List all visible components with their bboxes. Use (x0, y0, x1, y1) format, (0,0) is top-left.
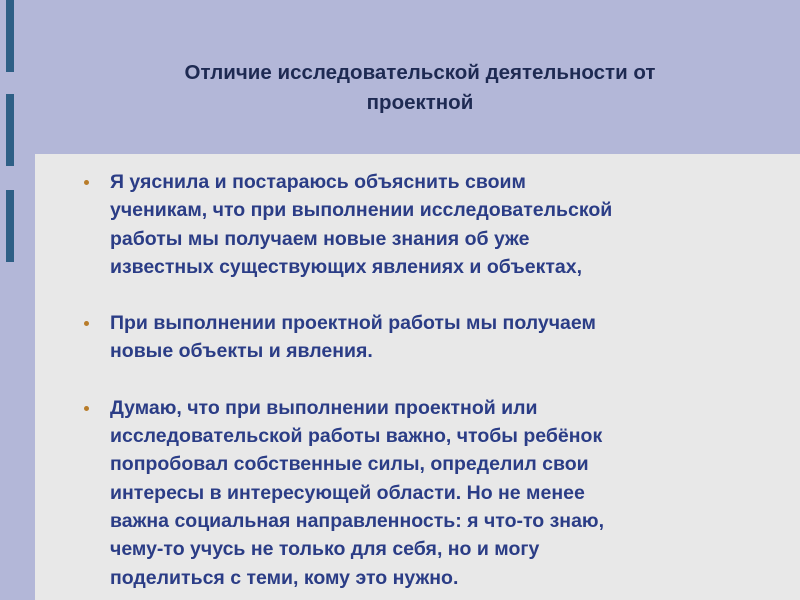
decorative-bar-3 (6, 190, 14, 262)
bullet-text-line: исследовательской работы важно, чтобы ребёнок (110, 425, 603, 448)
bullet-item (82, 309, 782, 366)
bullet-text-line: поделиться с теми, кому это нужно. (110, 566, 459, 589)
bullet-marker-icon (84, 406, 89, 411)
left-decorative-bars (0, 0, 16, 600)
decorative-bar-2 (6, 94, 14, 166)
bullet-text-line: Я уяснила и постараюсь объяснить своим (110, 171, 526, 193)
bullet-list (82, 168, 782, 592)
bullet-marker-icon (84, 180, 89, 185)
bullet-text-line: чему-то учусь не только для себя, но и могу (110, 538, 540, 561)
decorative-bar-1 (6, 0, 14, 72)
bullet-item (82, 168, 782, 281)
bullet-text-line: новые объекты и явления. (110, 340, 373, 363)
bullet-text-line: интересы в интересующей области. Но не менее (110, 481, 585, 504)
bullet-item (82, 394, 782, 592)
bullet-text-line: ученикам, что при выполнении исследовательской (110, 199, 613, 222)
slide-title-line: Отличие исследовательской деятельности от (184, 61, 656, 84)
bullet-text-line: При выполнении проектной работы мы получаем (110, 312, 596, 335)
bullet-text-line: попробовал собственные силы, определил свои (110, 453, 589, 476)
bullet-text-line: Думаю, что при выполнении проектной или (110, 396, 538, 419)
bullet-text-line: работы мы получаем новые знания об уже (110, 227, 530, 250)
slide-title (40, 58, 800, 118)
bullet-marker-icon (84, 321, 89, 326)
slide-title-line: проектной (366, 91, 474, 114)
bullet-text-line: известных существующих явлениях и объектах, (110, 255, 582, 278)
bullet-text-line: важна социальная направленность: я что-то знаю, (110, 509, 605, 532)
